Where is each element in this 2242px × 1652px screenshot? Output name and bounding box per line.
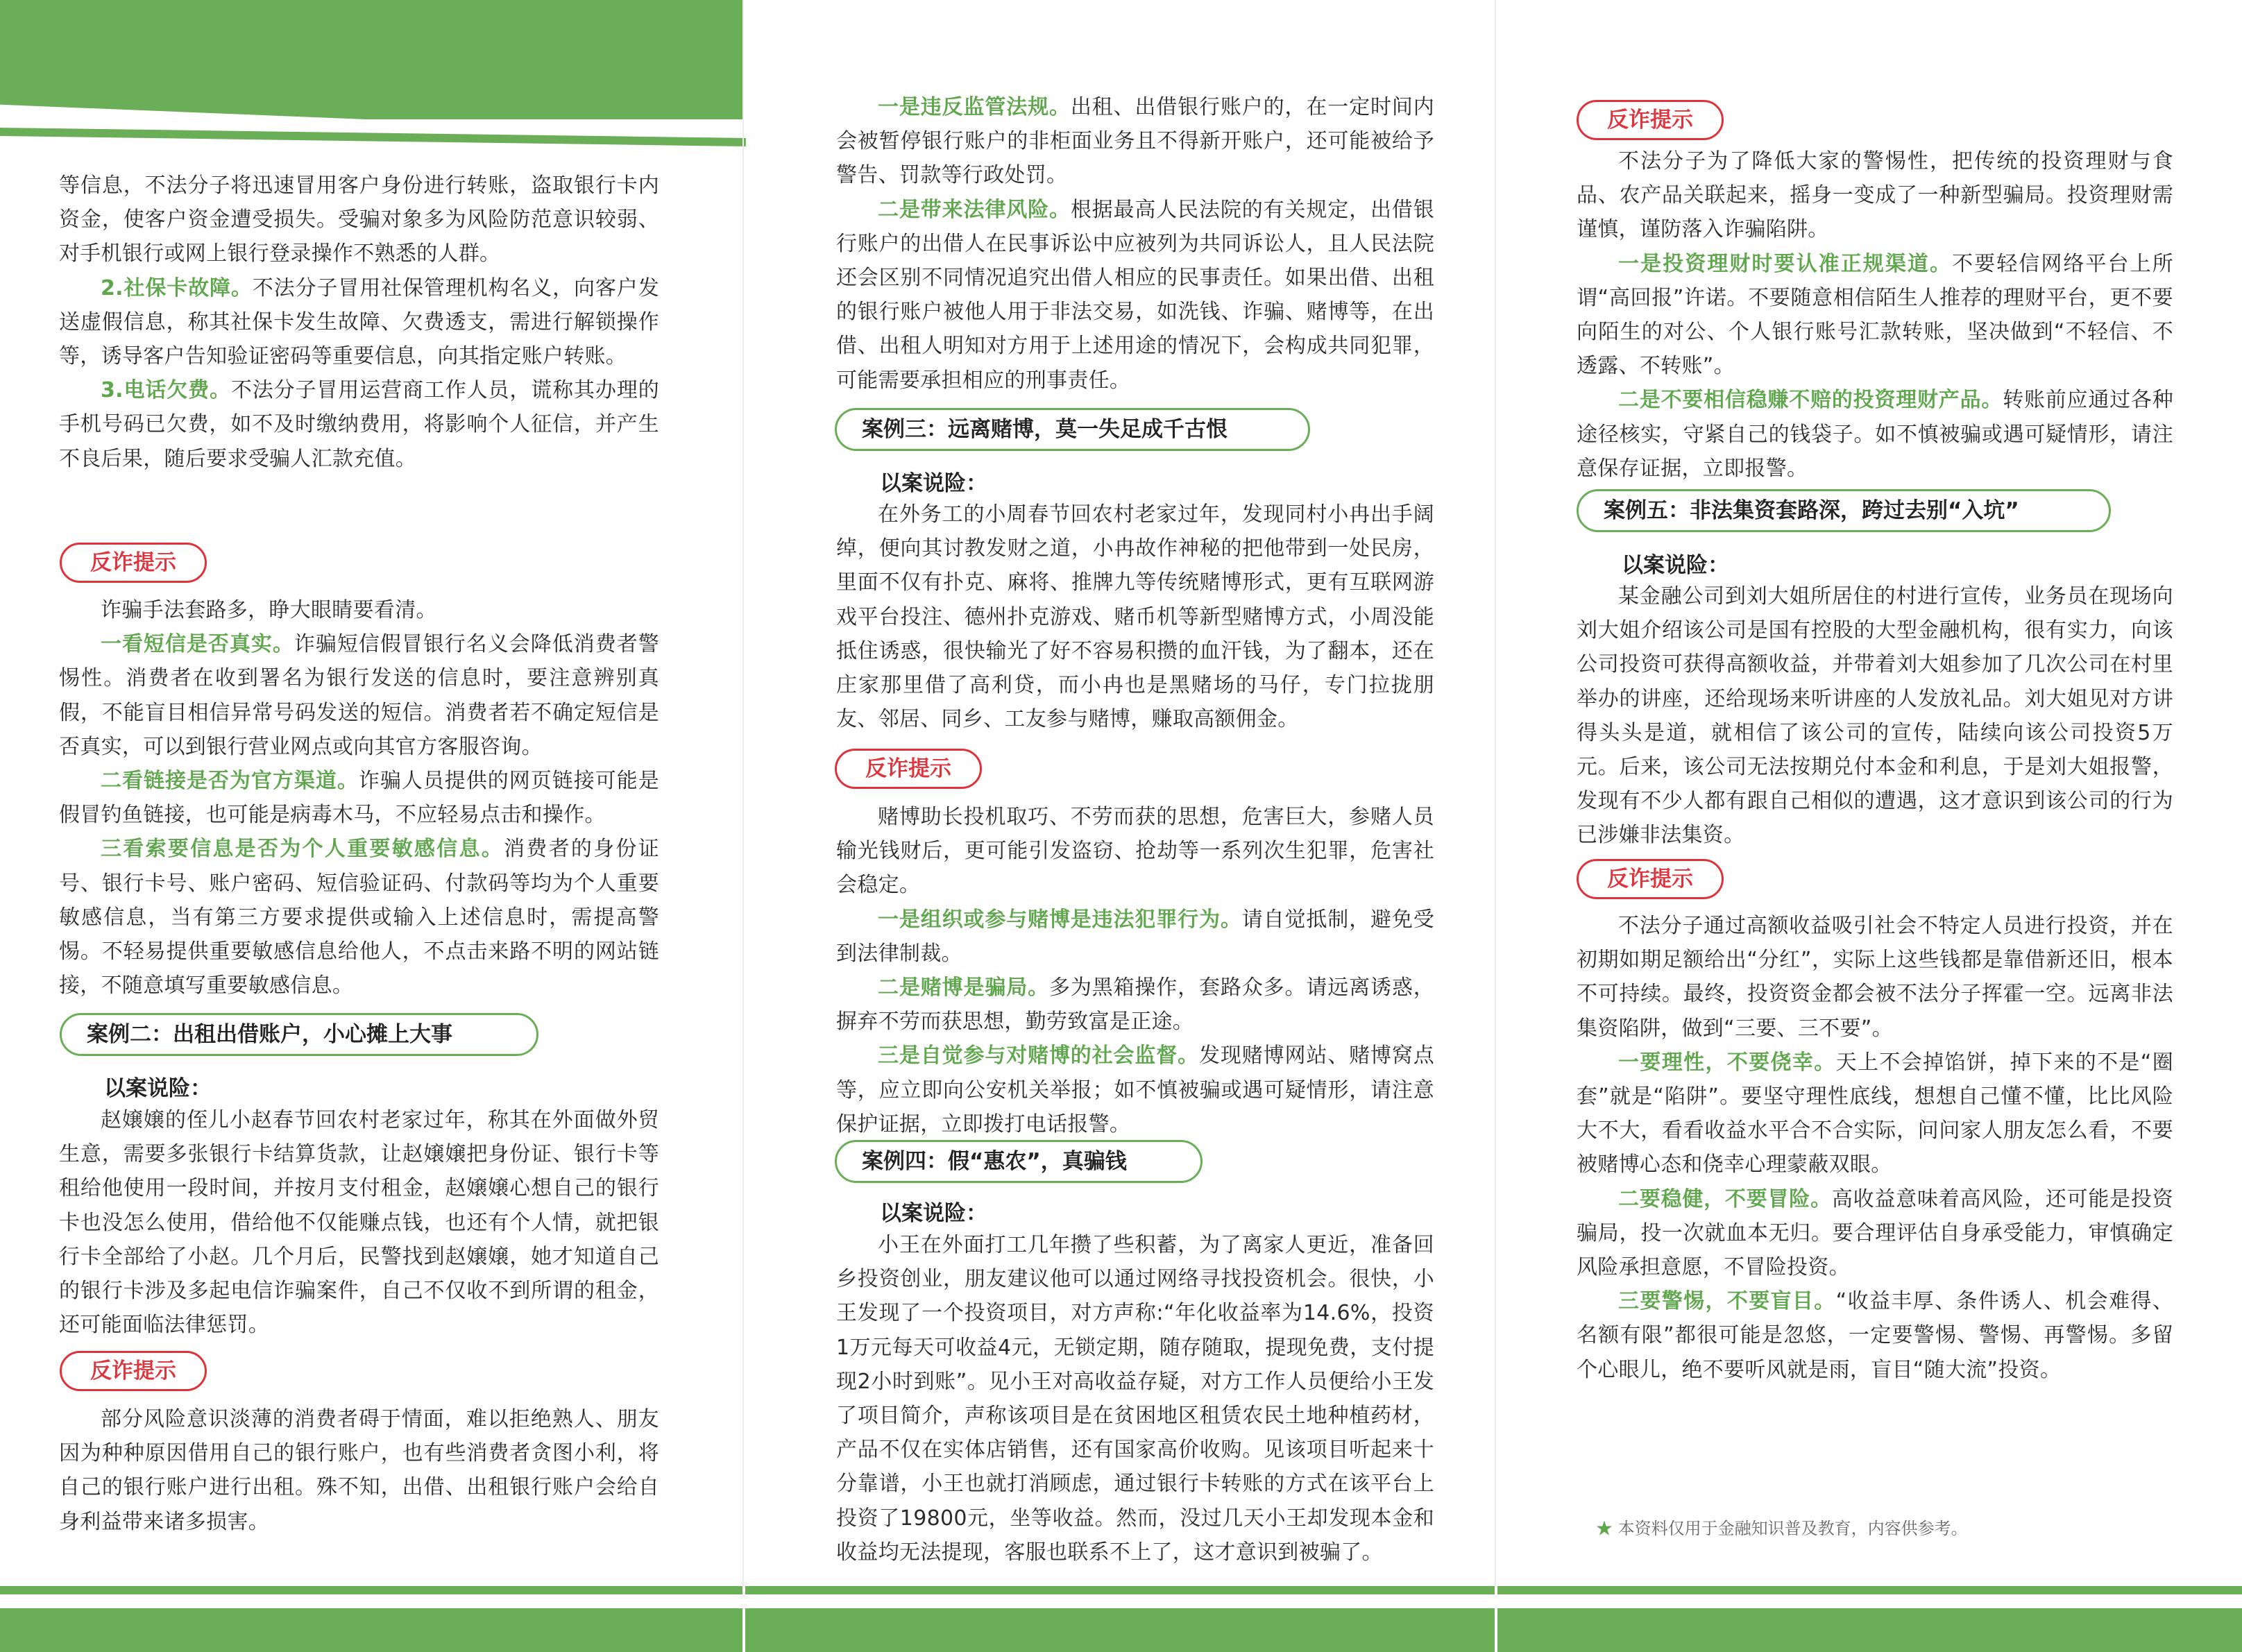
col2-block-b <box>836 497 1434 736</box>
col2-block-d <box>836 1228 1434 1569</box>
col3-block-b <box>1577 579 2173 853</box>
case2-title: 案例二：出租出借账户，小心摊上大事 <box>60 1013 538 1056</box>
anti-fraud-tip-badge: 反诈提示 <box>60 543 207 583</box>
case3-title: 案例三：远离赌博，莫一失足成千古恨 <box>835 408 1310 451</box>
col1-block-c <box>59 1103 659 1342</box>
paragraph-text: 发现赌博网站、赌博窝点等，应立即向公安机关举报；如不慎被骗或遇可疑情形，请注意保护证据，立即拨打电话报警。 <box>836 1044 1434 1136</box>
bottom-thin-band <box>0 1586 2242 1594</box>
star-icon: ★ <box>1596 1519 1613 1538</box>
paragraph-text: 诈骗人员提供的网页链接可能是假冒钓鱼链接，也可能是病毒木马，不应轻易点击和操作。 <box>59 769 659 828</box>
paragraph <box>836 1039 1434 1141</box>
paragraph-text: 多为黑箱操作，套路众多。请远离诱惑，摒弃不劳而获思想，勤劳致富是正途。 <box>836 976 1434 1034</box>
highlight-lead: 二是带来法律风险。 <box>878 197 1071 222</box>
paragraph: 不法分子通过高额收益吸引社会不特定人员进行投资，并在初期如期足额给出“分红”，实际上这些钱都是靠借新还旧，根本不可持续。最终，投资资金都会被不法分子挥霍一空。远离非法集资陷阱，做到“三要、三不要”。 <box>1577 914 2173 1041</box>
case4-title: 案例四：假“惠农”，真骗钱 <box>835 1140 1203 1183</box>
paragraph: 某金融公司到刘大姐所居住的村进行宣传，业务员在现场向刘大姐介绍该公司是国有控股的大型金融机构，很有实力，向该公司投资可获得高额收益，并带着刘大姐参加了几次公司在村里举办的讲座，还给现场来听讲座的人发放礼品。刘大姐见对方讲得头头是道，就相信了该公司的宣传，陆续向该公司投资5万元。后来，该公司无法按期兑付本金和利息，于是刘大姐报警，发现有不少人都有跟自己相似的遭遇，这才意识到该公司的行为已涉嫌非法集资。 <box>1577 584 2173 848</box>
paragraph: 赵嬢嬢的侄儿小赵春节回农村老家过年，称其在外面做外贸生意，需要多张银行卡结算货款，让赵嬢嬢把身份证、银行卡等租给他使用一段时间，并按月支付租金，赵嬢嬢心想自己的银行卡也没怎么使用，借给他不仅能赚点钱，也还有个人情，就把银行卡全部给了小赵。几个月后，民警找到赵嬢嬢，她才知道自己的银行卡涉及多起电信诈骗案件，自己不仅收不到所谓的租金，还可能面临法律惩罚。 <box>59 1108 659 1338</box>
paragraph <box>836 903 1434 971</box>
anti-fraud-tip-badge: 反诈提示 <box>60 1351 207 1391</box>
highlight-lead: 二是赌博是骗局。 <box>878 976 1049 1000</box>
paragraph: 不法分子为了降低大家的警惕性，把传统的投资理财与食品、农产品关联起来，摇身一变成了一种新型骗局。投资理财需谨慎，谨防落入诈骗陷阱。 <box>1577 149 2173 242</box>
paragraph: 小王在外面打工几年攒了些积蓄，为了离家人更近，准备回乡投资创业，朋友建议他可以通过网络寻找投资机会。很快，小王发现了一个投资项目，对方声称:“年化收益率为14.6%，投资1万元每天可收益4元，无锁定期，随存随取，提现免费，支付提现2小时到账”。见小王对高收益存疑，对方工作人员便给小王发了项目简介，声称该项目是在贫困地区租赁农民土地种植药材，产品不仅在实体店销售，还有国家高价收购。见该项目听起来十分靠谱，小王也就打消顾虑，通过银行卡转账的方式在该平台上投资了19800元，坐等收益。然而，没过几天小王却发现本金和收益均无法提现，客服也联系不上了，这才意识到被骗了。 <box>836 1233 1434 1565</box>
highlight-lead: 一看短信是否真实。 <box>101 632 294 657</box>
highlight-lead: 三是自觉参与对赌博的社会监督。 <box>878 1044 1200 1068</box>
highlight-lead: 一要理性，不要侥幸。 <box>1618 1050 1836 1075</box>
paragraph-text: 天上不会掉馅饼，掉下来的不是“圈套”就是“陷阱”。要坚守理性底线，想想自己懂不懂，比比风险大不大，看看收益水平合不合实际，问问家人朋友怎么看，不要被赌博心态和侥幸心理蒙蔽双眼。 <box>1577 1050 2174 1177</box>
paragraph <box>59 764 659 832</box>
anti-fraud-tip-badge: 反诈提示 <box>1577 100 1724 140</box>
top-green-band <box>0 0 744 119</box>
case-subheading: 以案说险： <box>1622 553 1729 578</box>
paragraph: 诈骗手法套路多，睁大眼睛要看清。 <box>101 598 437 622</box>
fold-line-1 <box>742 0 744 1652</box>
case-subheading: 以案说险： <box>104 1076 212 1101</box>
paragraph: 在外务工的小周春节回农村老家过年，发现同村小冉出手阔绰，便向其讨教发财之道，小冉故作神秘的把他带到一处民房，里面不仅有扑克、麻将、推牌九等传统赌博形式，更有互联网游戏平台投注、德州扑克游戏、赌币机等新型赌博方式，小周没能抵住诱惑，很快输光了好不容易积攒的血汗钱，为了翻本，还在庄家那里借了高利贷，而小冉也是黑赌场的马仔，专门拉拢朋友、邻居、同乡、工友参与赌博，赚取高额佣金。 <box>836 502 1434 732</box>
highlight-lead: 一是违反监管法规。 <box>878 95 1071 119</box>
paragraph-text: 高收益意味着高风险，还可能是投资骗局，投一次就血本无归。要合理评估自身承受能力，审慎确定风险承担意愿，不冒险投资。 <box>1577 1186 2173 1280</box>
highlight-lead: 二是不要相信稳赚不赔的投资理财产品。 <box>1618 388 2003 413</box>
paragraph-text: 消费者的身份证号、银行卡号、账户密码、短信验证码、付款码等均为个人重要敏感信息，当有第三方要求提供或输入上述信息时，需提高警惕。不轻易提供重要敏感信息给他人，不点击来路不明的网站链接，不随意填写重要敏感信息。 <box>59 837 659 998</box>
highlight-lead: 一是投资理财时要认准正规渠道。 <box>1618 251 1953 276</box>
paragraph <box>1577 1046 2173 1182</box>
paragraph-text: 不要轻信网络平台上所谓“高回报”许诺。不要随意相信陌生人推荐的理财平台，更不要向陌生的对公、个人银行账号汇款转账，坚决做到“不轻信、不透露、不转账”。 <box>1577 251 2173 379</box>
paragraph <box>59 627 659 764</box>
bottom-fold-gap <box>1495 1586 1497 1652</box>
bottom-thick-band <box>0 1608 2242 1652</box>
paragraph: 赌博助长投机取巧、不劳而获的思想，危害巨大，参赌人员输光钱财后，更可能引发盗窃、抢劫等一系列次生犯罪，危害社会稳定。 <box>836 805 1434 898</box>
col3-block-a <box>1577 144 2173 486</box>
paragraph <box>1577 247 2173 384</box>
paragraph-text: 诈骗短信假冒银行名义会降低消费者警惕性。消费者在收到署名为银行发送的信息时，要注意辨别真假，不能盲目相信异常号码发送的短信。消费者若不确定短信是否真实，可以到银行营业网点或向其官方客服咨询。 <box>59 632 659 759</box>
highlight-lead: 二看链接是否为官方渠道。 <box>101 769 359 794</box>
highlight-lead: 3.电话欠费。 <box>101 378 231 403</box>
paragraph-text: 转账前应通过各种途径核实，守紧自己的钱袋子。如不慎被骗或遇可疑情形，请注意保存证据，立即报警。 <box>1577 388 2173 481</box>
case-subheading: 以案说险： <box>880 471 987 496</box>
col1-block-a <box>59 169 659 476</box>
paragraph <box>836 971 1434 1039</box>
highlight-lead: 2.社保卡故障。 <box>101 275 253 300</box>
paragraph-text: “收益丰厚、条件诱人、机会难得、名额有限”都很可能是忽悠，一定要警惕、警惕、再警惕。多留个心眼儿，绝不要听风就是雨，盲目“随大流”投资。 <box>1577 1289 2174 1382</box>
col1-block-d <box>59 1402 659 1539</box>
highlight-lead: 三要警惕，不要盲目。 <box>1618 1289 1836 1314</box>
paragraph <box>836 90 1434 193</box>
paragraph <box>836 193 1434 398</box>
paragraph: 部分风险意识淡薄的消费者碍于情面，难以拒绝熟人、朋友因为种种原因借用自己的银行账户，也有些消费者贪图小利，将自己的银行账户进行出租。殊不知，出借、出租银行账户会给自身利益带来诸多损害。 <box>59 1407 659 1534</box>
highlight-lead: 二要稳健，不要冒险。 <box>1618 1186 1832 1211</box>
paragraph <box>59 271 659 374</box>
paragraph-text: 不法分子冒用运营商工作人员，谎称其办理的手机号码已欠费，如不及时缴纳费用，将影响个人征信，并产生不良后果，随后要求受骗人汇款充值。 <box>59 378 660 471</box>
paragraph-text: 请自觉抵制，避免受到法律制裁。 <box>836 907 1434 966</box>
paragraph <box>1577 1284 2173 1387</box>
anti-fraud-tip-badge: 反诈提示 <box>1577 859 1724 899</box>
col2-block-a <box>836 90 1434 398</box>
paragraph: 等信息，不法分子将迅速冒用客户身份进行转账，盗取银行卡内资金，使客户资金遭受损失。受骗对象多为风险防范意识较弱、对手机银行或网上银行登录操作不熟悉的人群。 <box>59 173 659 266</box>
paragraph <box>1577 1182 2173 1285</box>
highlight-lead: 一是组织或参与赌博是违法犯罪行为。 <box>878 907 1242 932</box>
bottom-fold-gap <box>742 1586 745 1652</box>
paragraph <box>59 832 659 1003</box>
col3-block-c <box>1577 909 2173 1387</box>
case5-title: 案例五：非法集资套路深，跨过去别“入坑” <box>1577 489 2111 532</box>
anti-fraud-tip-badge: 反诈提示 <box>835 749 982 789</box>
col2-block-c <box>836 800 1434 1141</box>
case-subheading: 以案说险： <box>880 1201 987 1226</box>
col1-block-b <box>59 593 659 1003</box>
paragraph-text: 不法分子冒用社保管理机构名义，向客户发送虚假信息，称其社保卡发生故障、欠费透支，需进行解锁操作等，诱导客户告知验证密码等重要信息，向其指定账户转账。 <box>59 275 659 369</box>
fold-line-2 <box>1495 0 1496 1652</box>
footnote <box>1596 1515 1968 1539</box>
highlight-lead: 三看索要信息是否为个人重要敏感信息。 <box>101 837 504 862</box>
paragraph <box>59 373 659 476</box>
paragraph-text: 出租、出借银行账户的，在一定时间内会被暂停银行账户的非柜面业务且不得新开账户，还可能被给予警告、罚款等行政处罚。 <box>836 95 1434 188</box>
footnote-text: 本资料仅用于金融知识普及教育，内容供参考。 <box>1617 1519 1968 1538</box>
paragraph-text: 根据最高人民法院的有关规定，出借银行账户的出借人在民事诉讼中应被列为共同诉讼人，且人民法院还会区别不同情况追究出借人相应的民事责任。如果出借、出租的银行账户被他人用于非法交易，如洗钱、诈骗、赌博等，在出借、出租人明知对方用于上述用途的情况下，会构成共同犯罪，可能需要承担相应的刑事责任。 <box>836 197 1434 393</box>
paragraph <box>1577 383 2173 486</box>
